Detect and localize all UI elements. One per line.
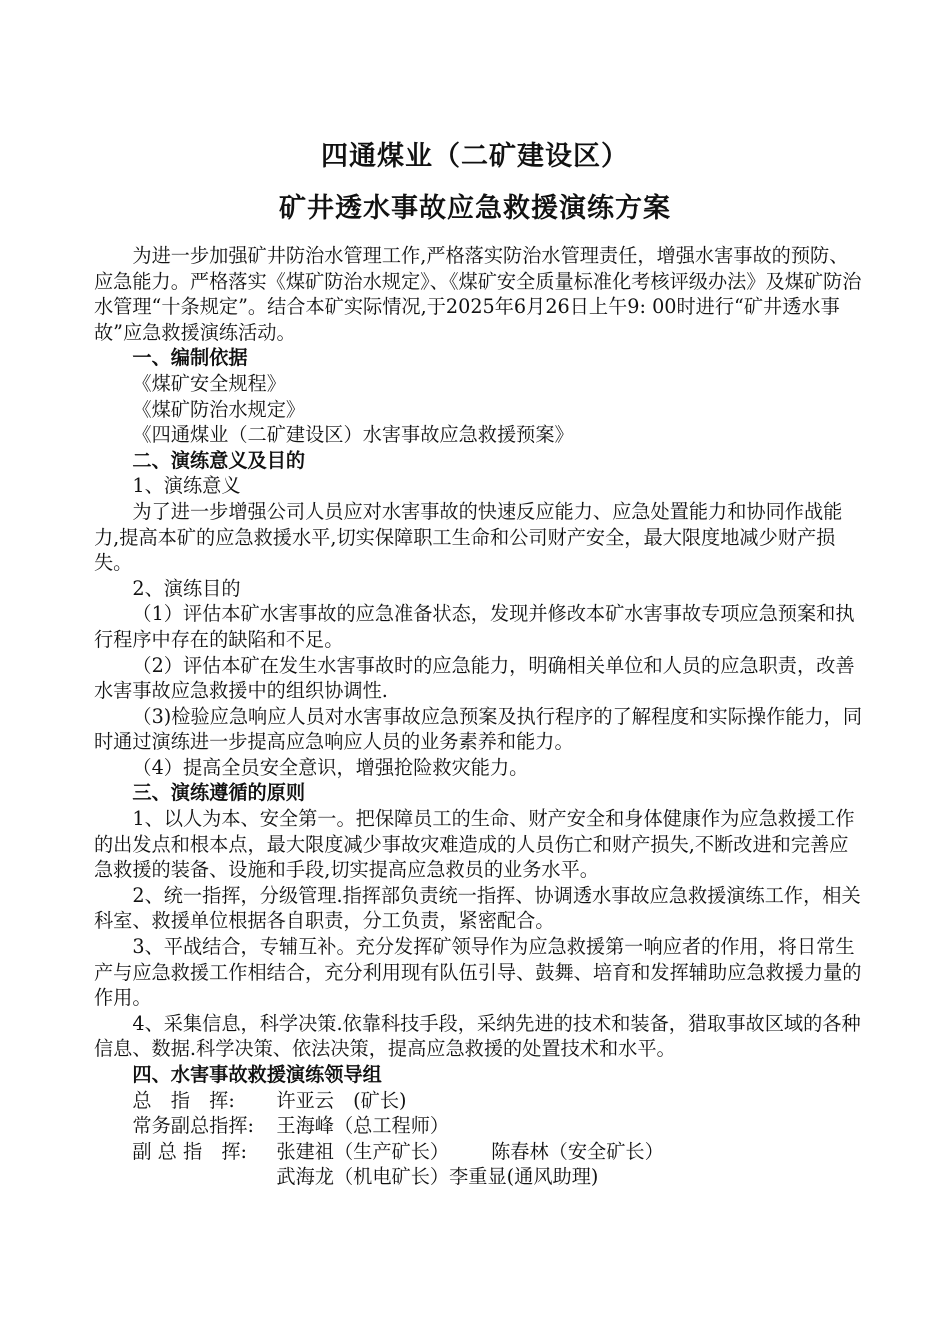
leader-row-deputies <box>94 1139 864 1165</box>
goal-item: （2）评估本矿在发生水害事故时的应急能力，明确相关单位和人员的应急职责，改善水害事故应急救援中的组织协调性. <box>94 653 855 703</box>
leader-name: 陈春林（安全矿长） <box>491 1139 664 1163</box>
section-heading-purpose: 二、演练意义及目的 <box>132 448 306 472</box>
goal-item: （4）提高全员安全意识，增强抢险救灾能力。 <box>132 755 529 779</box>
principle-item: 1、以人为本、安全第一。把保障员工的生命、财产安全和身体健康作为应急救援工作的出发点和根本点，最大限度减少事故灾难造成的人员伤亡和财产损失,不断改进和完善应急救援的装备、设施和手段,切实提高应急救员的业务水平。 <box>94 807 855 882</box>
significance-paragraph: 为了进一步增强公司人员应对水害事故的快速反应能力、应急处置能力和协同作战能力,提高本矿的应急救援水平,切实保障职工生命和公司财产安全，最大限度地减少财产损失。 <box>94 499 843 575</box>
basis-item: 《煤矿防治水规定》 <box>132 397 306 421</box>
role-label: 常务副总指挥: <box>132 1114 254 1138</box>
goal-item: （3)检验应急响应人员对水害事故应急预案及执行程序的了解程度和实际操作能力，同时通过演练进一步提高应急响应人员的业务素养和能力。 <box>94 704 863 754</box>
principle-item: 2、统一指挥，分级管理.指挥部负责统一指挥、协调透水事故应急救援演练工作，相关科室、救援单位根据各自职责，分工负责，紧密配合。 <box>94 883 861 933</box>
leader-row-exec-deputy <box>94 1113 864 1139</box>
leader-name: 张建祖（生产矿长） <box>276 1139 450 1163</box>
basis-item: 《煤矿安全规程》 <box>132 371 286 395</box>
subheading-significance: 1、演练意义 <box>132 474 241 498</box>
leader-row-deputies-cont <box>94 1164 864 1190</box>
basis-item: 《四通煤业（二矿建设区）水害事故应急救援预案》 <box>132 423 574 447</box>
principle-item: 3、平战结合，专辅互补。充分发挥矿领导作为应急救援第一响应者的作用，将日常生产与应急救援工作相结合，充分利用现有队伍引导、鼓舞、培育和发挥辅助应急救援力量的作用。 <box>94 935 862 1010</box>
intro-paragraph: 为进一步加强矿井防治水管理工作,严格落实防治水管理责任，增强水害事故的预防、应急能力。严格落实《煤矿防治水规定》、《煤矿安全质量标准化考核评级办法》及煤矿防治水管理“十条规定”。结合本矿实际情况,于2025年6月26日上午9: 00时进行“矿井透水事故”应急救援演练活动。 <box>94 244 862 344</box>
subheading-goals: 2、演练目的 <box>132 576 241 600</box>
leader-name: 王海峰（总工程师） <box>276 1114 450 1138</box>
document-body <box>94 243 864 1190</box>
section-heading-leadership: 四、水害事故救援演练领导组 <box>132 1063 382 1086</box>
section-heading-principles: 三、演练遵循的原则 <box>132 781 306 805</box>
leader-name: 武海龙（机电矿长） <box>276 1165 450 1189</box>
goal-item: （1）评估本矿水害事故的应急准备状态，发现并修改本矿水害事故专项应急预案和执行程序中存在的缺陷和不足。 <box>94 602 855 651</box>
document-title-plan: 矿井透水事故应急救援演练方案 <box>279 193 671 224</box>
leader-row-commander <box>94 1088 864 1114</box>
role-label: 总 指 挥: <box>132 1088 235 1112</box>
section-heading-basis: 一、编制依据 <box>132 346 248 370</box>
leader-name: 许亚云 (矿长) <box>276 1088 407 1112</box>
document-title-company: 四通煤业（二矿建设区） <box>321 141 629 172</box>
role-label: 副 总 指 挥: <box>132 1139 247 1163</box>
principle-item: 4、采集信息，科学决策.依靠科技手段，采纳先进的技术和装备，猎取事故区域的各种信息、数据.科学决策、依法决策，提高应急救援的处置技术和水平。 <box>94 1011 861 1061</box>
leader-name: 李重显(通风助理) <box>449 1165 599 1189</box>
